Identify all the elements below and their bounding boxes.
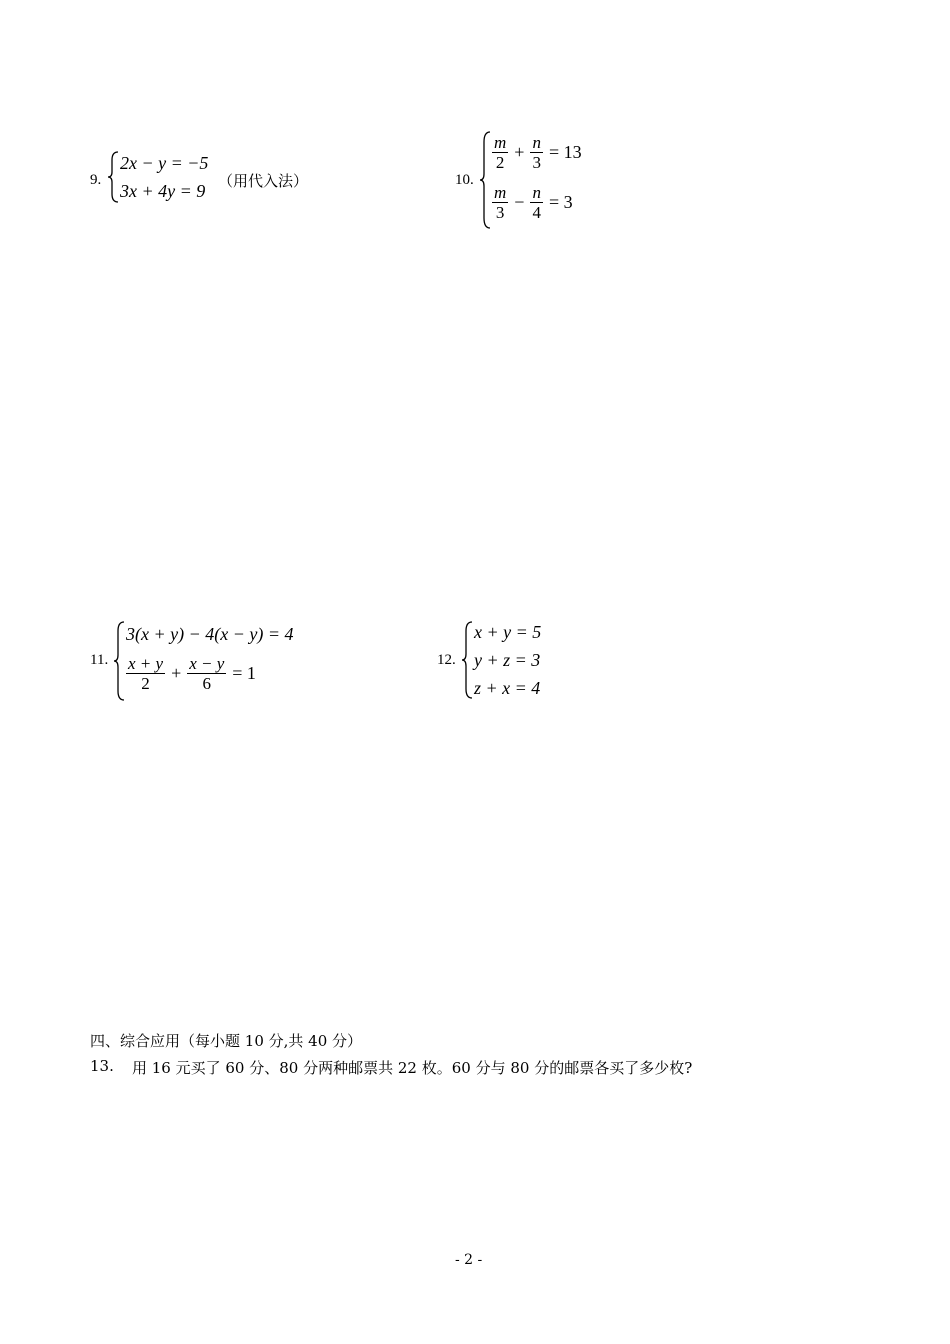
equation-line: x + y = 5 [474,622,542,642]
question-text: 用 16 元买了 60 分、80 分两种邮票共 22 枚。60 分与 80 分的邮票各买了多少枚? [132,1059,693,1077]
left-brace-icon [106,150,120,204]
problem-number: 10. [455,172,474,188]
section-heading: 四、综合应用（每小题 10 分,共 40 分） [90,1032,363,1050]
equation-line: $\frac{m}{3}$ − $\frac{n}{4}$ = 3 [494,183,573,222]
equation-line: 3(x + y) − 4(x − y) = 4 [126,624,294,644]
equation-line: y + z = 3 [474,650,541,670]
left-brace-icon [460,620,474,700]
page-number: - 2 - [455,1252,483,1268]
problem-number: 9. [90,172,102,188]
equation-line: 3x + 4y = 9 [120,181,206,201]
equation-line: $\frac{x + y}{2}$ + $\frac{x - y}{6}$ = 1 [128,654,256,693]
method-note: （用代入法） [218,172,309,190]
problem-number: 11. [90,652,109,668]
equation-line: z + x = 4 [474,678,541,698]
question-number: 13. [90,1057,114,1075]
equation-line: 2x − y = −5 [120,153,209,173]
equation-line: $\frac{m}{2}$ + $\frac{n}{3}$ = 13 [494,133,582,172]
problem-number: 12. [437,652,456,668]
